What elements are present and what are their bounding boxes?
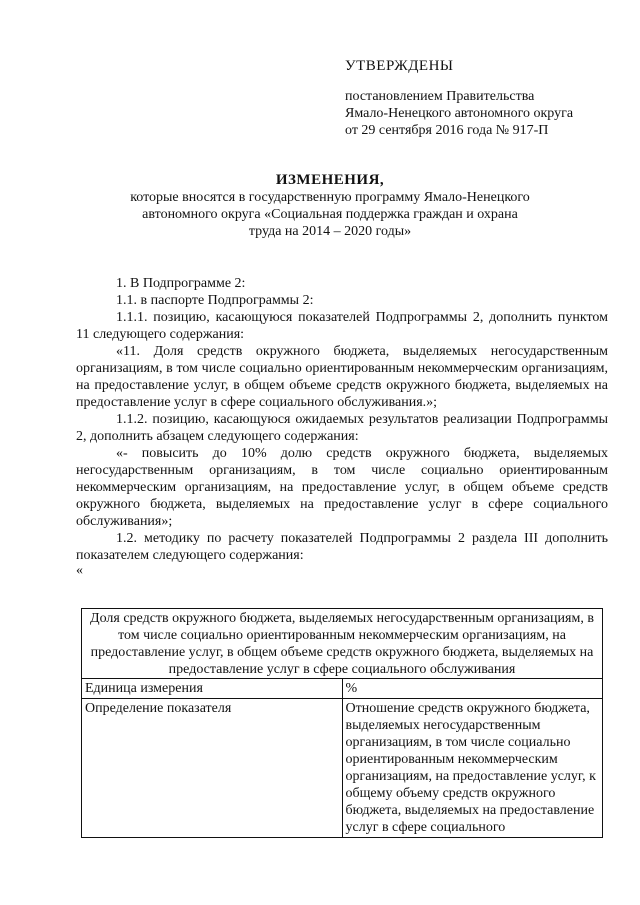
heading-line-3: труда на 2014 – 2020 годы» <box>248 224 412 239</box>
paragraph-quote-target: «- повысить до 10% долю средств окружного бюджета, выделяемых негосударственным организациям, в том числе социально ориентированным некоммерческим организациям, на предоставление услуг, в общем объеме средств окружного бюджета, выделяемых на предоставление услуг в сфере социального обслуживания»; <box>76 446 608 529</box>
table-row-label: Единица измерения <box>82 679 343 699</box>
table-row-value: Отношение средств окружного бюджета, выделяемых негосударственным организациям, в том числе социально ориентированным некоммерческим организациям, на предоставление услуг, к общему объему средств окружного бюджета, выделяемых на предоставление услуг в сфере социального <box>342 699 603 838</box>
approval-block <box>345 58 625 139</box>
approval-stamp-title: УТВЕРЖДЕНЫ <box>345 58 454 74</box>
table-row <box>82 679 603 699</box>
paragraph-1-1-2: 1.1.2. позицию, касающуюся ожидаемых результатов реализации Подпрограммы 2, дополнить абзацем следующего содержания: <box>76 412 608 444</box>
table-row-value: % <box>342 679 603 699</box>
paragraph-1: 1. В Подпрограмме 2: <box>116 276 246 291</box>
document-heading <box>80 172 580 240</box>
paragraph-1-2: 1.2. методику по расчету показателей Подпрограммы 2 раздела III дополнить показателем следующего содержания: <box>76 531 608 563</box>
document-title: ИЗМЕНЕНИЯ, <box>275 172 385 188</box>
paragraph-1-1-1: 1.1.1. позицию, касающуюся показателей Подпрограммы 2, дополнить пунктом 11 следующего содержания: <box>76 310 608 342</box>
paragraph-quote-item-11: «11. Доля средств окружного бюджета, выделяемых негосударственным организациям, в том числе социально ориентированным некоммерческим организациям, на предоставление услуг, в общем объеме средств окружного бюджета, выделяемых на предоставление услуг в сфере социального обслуживания.»; <box>76 344 608 410</box>
table-row-label: Определение показателя <box>82 699 343 838</box>
indicator-table-wrap <box>81 608 603 838</box>
heading-line-2: автономного округа «Социальная поддержка граждан и охрана <box>142 207 518 222</box>
table-row <box>82 699 603 838</box>
approval-line-3: от 29 сентября 2016 года № 917-П <box>345 123 549 138</box>
approval-line-1: постановлением Правительства <box>345 89 535 104</box>
table-header-row <box>82 609 603 679</box>
approval-line-2: Ямало-Ненецкого автономного округа <box>345 106 574 121</box>
table-header-cell: Доля средств окружного бюджета, выделяемых негосударственным организациям, в том числе социально ориентированным некоммерческим организациям, на предоставление услуг, в общем объеме средств окружного бюджета, выделяемых на предоставление услуг в сфере социального обслуживания <box>82 609 603 679</box>
indicator-table <box>81 608 603 838</box>
open-quote-mark: « <box>76 563 83 578</box>
paragraph-1-1: 1.1. в паспорте Подпрограммы 2: <box>116 293 314 308</box>
heading-line-1: которые вносятся в государственную программу Ямало-Ненецкого <box>130 190 530 205</box>
document-body <box>76 275 608 578</box>
